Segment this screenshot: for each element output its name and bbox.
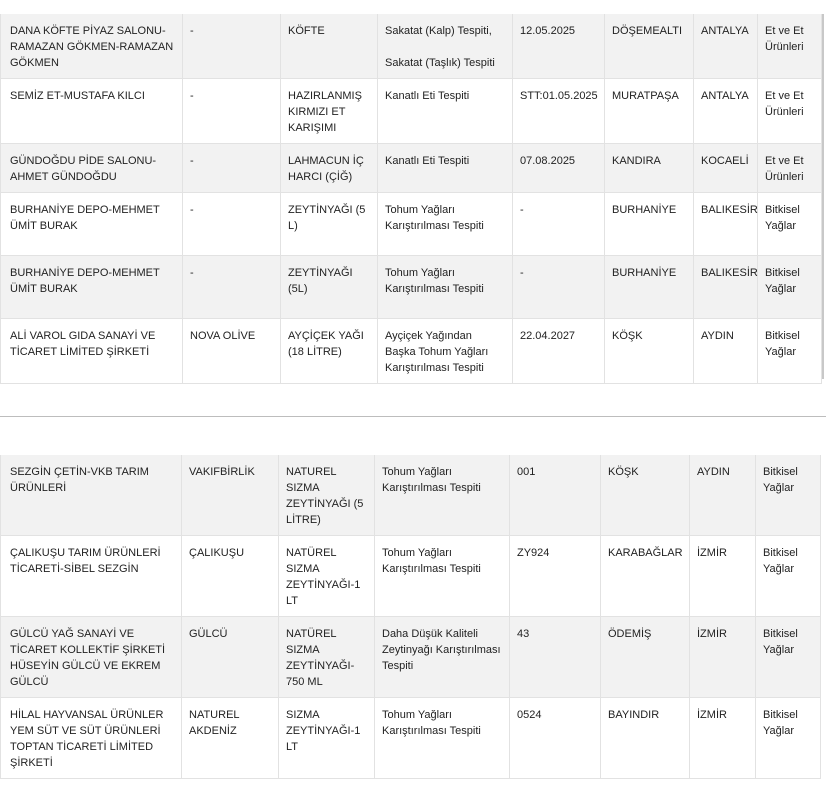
product-cell: NATUREL SIZMA ZEYTİNYAĞI (5 LİTRE): [279, 455, 375, 536]
finding-text-2: Sakatat (Taşlık) Tespiti: [385, 57, 495, 69]
table-right-border: [822, 14, 824, 379]
finding-cell: Kanatlı Eti Tespiti: [378, 144, 513, 193]
table-row: [1, 193, 822, 256]
table-row: [1, 698, 821, 779]
group-cell: Et ve Et Ürünleri: [758, 79, 822, 144]
brand-cell: -: [183, 193, 281, 256]
district-cell: ÖDEMİŞ: [601, 617, 690, 698]
company-cell: ALİ VAROL GIDA SANAYİ VE TİCARET LİMİTED ŞİRKETİ: [1, 319, 183, 384]
company-cell: SEMİZ ET-MUSTAFA KILCI: [1, 79, 183, 144]
finding-cell: Ayçiçek Yağından Başka Tohum Yağları Karıştırılması Tespiti: [378, 319, 513, 384]
product-cell: LAHMACUN İÇ HARCI (ÇİĞ): [281, 144, 378, 193]
group-cell: Bitkisel Yağlar: [758, 256, 822, 319]
results-table-1: [0, 14, 822, 384]
brand-cell: -: [183, 14, 281, 79]
district-cell: KÖŞK: [605, 319, 694, 384]
district-cell: KANDIRA: [605, 144, 694, 193]
group-cell: Bitkisel Yağlar: [756, 536, 821, 617]
finding-cell: Kanatlı Eti Tespiti: [378, 79, 513, 144]
finding-cell: Daha Düşük Kaliteli Zeytinyağı Karıştırılması Tespiti: [375, 617, 510, 698]
company-cell: HİLAL HAYVANSAL ÜRÜNLER YEM SÜT VE SÜT ÜRÜNLERİ TOPTAN TİCARETİ LİMİTED ŞİRKETİ: [1, 698, 182, 779]
province-cell: AYDIN: [690, 455, 756, 536]
results-table-2: [0, 455, 821, 779]
company-cell: GÜNDOĞDU PİDE SALONU-AHMET GÜNDOĞDU: [1, 144, 183, 193]
lot-cell: 12.05.2025: [513, 14, 605, 79]
brand-cell: -: [183, 144, 281, 193]
group-cell: Bitkisel Yağlar: [758, 193, 822, 256]
district-cell: KARABAĞLAR: [601, 536, 690, 617]
brand-cell: GÜLCÜ: [182, 617, 279, 698]
table-row: [1, 14, 822, 79]
lot-cell: -: [513, 256, 605, 319]
table-row: [1, 144, 822, 193]
table-row: [1, 617, 821, 698]
finding-cell: Tohum Yağları Karıştırılması Tespiti: [378, 193, 513, 256]
company-cell: BURHANİYE DEPO-MEHMET ÜMİT BURAK: [1, 193, 183, 256]
lot-cell: -: [513, 193, 605, 256]
province-cell: ANTALYA: [694, 79, 758, 144]
district-cell: BURHANİYE: [605, 256, 694, 319]
product-cell: NATÜREL SIZMA ZEYTİNYAĞI-1 LT: [279, 536, 375, 617]
district-cell: MURATPAŞA: [605, 79, 694, 144]
section-divider: [0, 416, 826, 417]
brand-cell: NOVA OLİVE: [183, 319, 281, 384]
table-row: [1, 256, 822, 319]
product-cell: HAZIRLANMIŞ KIRMIZI ET KARIŞIMI: [281, 79, 378, 144]
company-cell: DANA KÖFTE PİYAZ SALONU-RAMAZAN GÖKMEN-RAMAZAN GÖKMEN: [1, 14, 183, 79]
province-cell: KOCAELİ: [694, 144, 758, 193]
province-cell: ANTALYA: [694, 14, 758, 79]
lot-cell: 0524: [510, 698, 601, 779]
finding-text: Sakatat (Kalp) Tespiti,: [385, 25, 492, 37]
finding-cell: Tohum Yağları Karıştırılması Tespiti: [375, 698, 510, 779]
district-cell: BURHANİYE: [605, 193, 694, 256]
brand-cell: -: [183, 79, 281, 144]
lot-cell: 07.08.2025: [513, 144, 605, 193]
lot-cell: 001: [510, 455, 601, 536]
product-cell: AYÇİÇEK YAĞI (18 LİTRE): [281, 319, 378, 384]
group-cell: Bitkisel Yağlar: [756, 455, 821, 536]
finding-cell: Tohum Yağları Karıştırılması Tespiti: [375, 536, 510, 617]
brand-cell: VAKIFBİRLİK: [182, 455, 279, 536]
table-row: [1, 319, 822, 384]
product-cell: KÖFTE: [281, 14, 378, 79]
brand-cell: NATUREL AKDENİZ: [182, 698, 279, 779]
district-cell: KÖŞK: [601, 455, 690, 536]
company-cell: ÇALIKUŞU TARIM ÜRÜNLERİ TİCARETİ-SİBEL SEZGİN: [1, 536, 182, 617]
table-row: [1, 79, 822, 144]
finding-cell: [378, 14, 513, 79]
lot-cell: ZY924: [510, 536, 601, 617]
province-cell: İZMİR: [690, 536, 756, 617]
province-cell: BALIKESİR: [694, 193, 758, 256]
lot-cell: 22.04.2027: [513, 319, 605, 384]
group-cell: Et ve Et Ürünleri: [758, 14, 822, 79]
product-cell: ZEYTİNYAĞI (5 L): [281, 193, 378, 256]
product-cell: NATÜREL SIZMA ZEYTİNYAĞI-750 ML: [279, 617, 375, 698]
province-cell: İZMİR: [690, 698, 756, 779]
product-cell: ZEYTİNYAĞI (5L): [281, 256, 378, 319]
table-row: [1, 455, 821, 536]
province-cell: BALIKESİR: [694, 256, 758, 319]
product-cell: SIZMA ZEYTİNYAĞI-1 LT: [279, 698, 375, 779]
table-row: [1, 536, 821, 617]
brand-cell: ÇALIKUŞU: [182, 536, 279, 617]
district-cell: BAYINDIR: [601, 698, 690, 779]
company-cell: GÜLCÜ YAĞ SANAYİ VE TİCARET KOLLEKTİF ŞİRKETİ HÜSEYİN GÜLCÜ VE EKREM GÜLCÜ: [1, 617, 182, 698]
province-cell: İZMİR: [690, 617, 756, 698]
lot-cell: STT:01.05.2025: [513, 79, 605, 144]
district-cell: DÖŞEMEALTI: [605, 14, 694, 79]
company-cell: SEZGİN ÇETİN-VKB TARIM ÜRÜNLERİ: [1, 455, 182, 536]
group-cell: Bitkisel Yağlar: [756, 698, 821, 779]
finding-cell: Tohum Yağları Karıştırılması Tespiti: [375, 455, 510, 536]
group-cell: Bitkisel Yağlar: [756, 617, 821, 698]
province-cell: AYDIN: [694, 319, 758, 384]
group-cell: Et ve Et Ürünleri: [758, 144, 822, 193]
company-cell: BURHANİYE DEPO-MEHMET ÜMİT BURAK: [1, 256, 183, 319]
lot-cell: 43: [510, 617, 601, 698]
finding-cell: Tohum Yağları Karıştırılması Tespiti: [378, 256, 513, 319]
brand-cell: -: [183, 256, 281, 319]
group-cell: Bitkisel Yağlar: [758, 319, 822, 384]
